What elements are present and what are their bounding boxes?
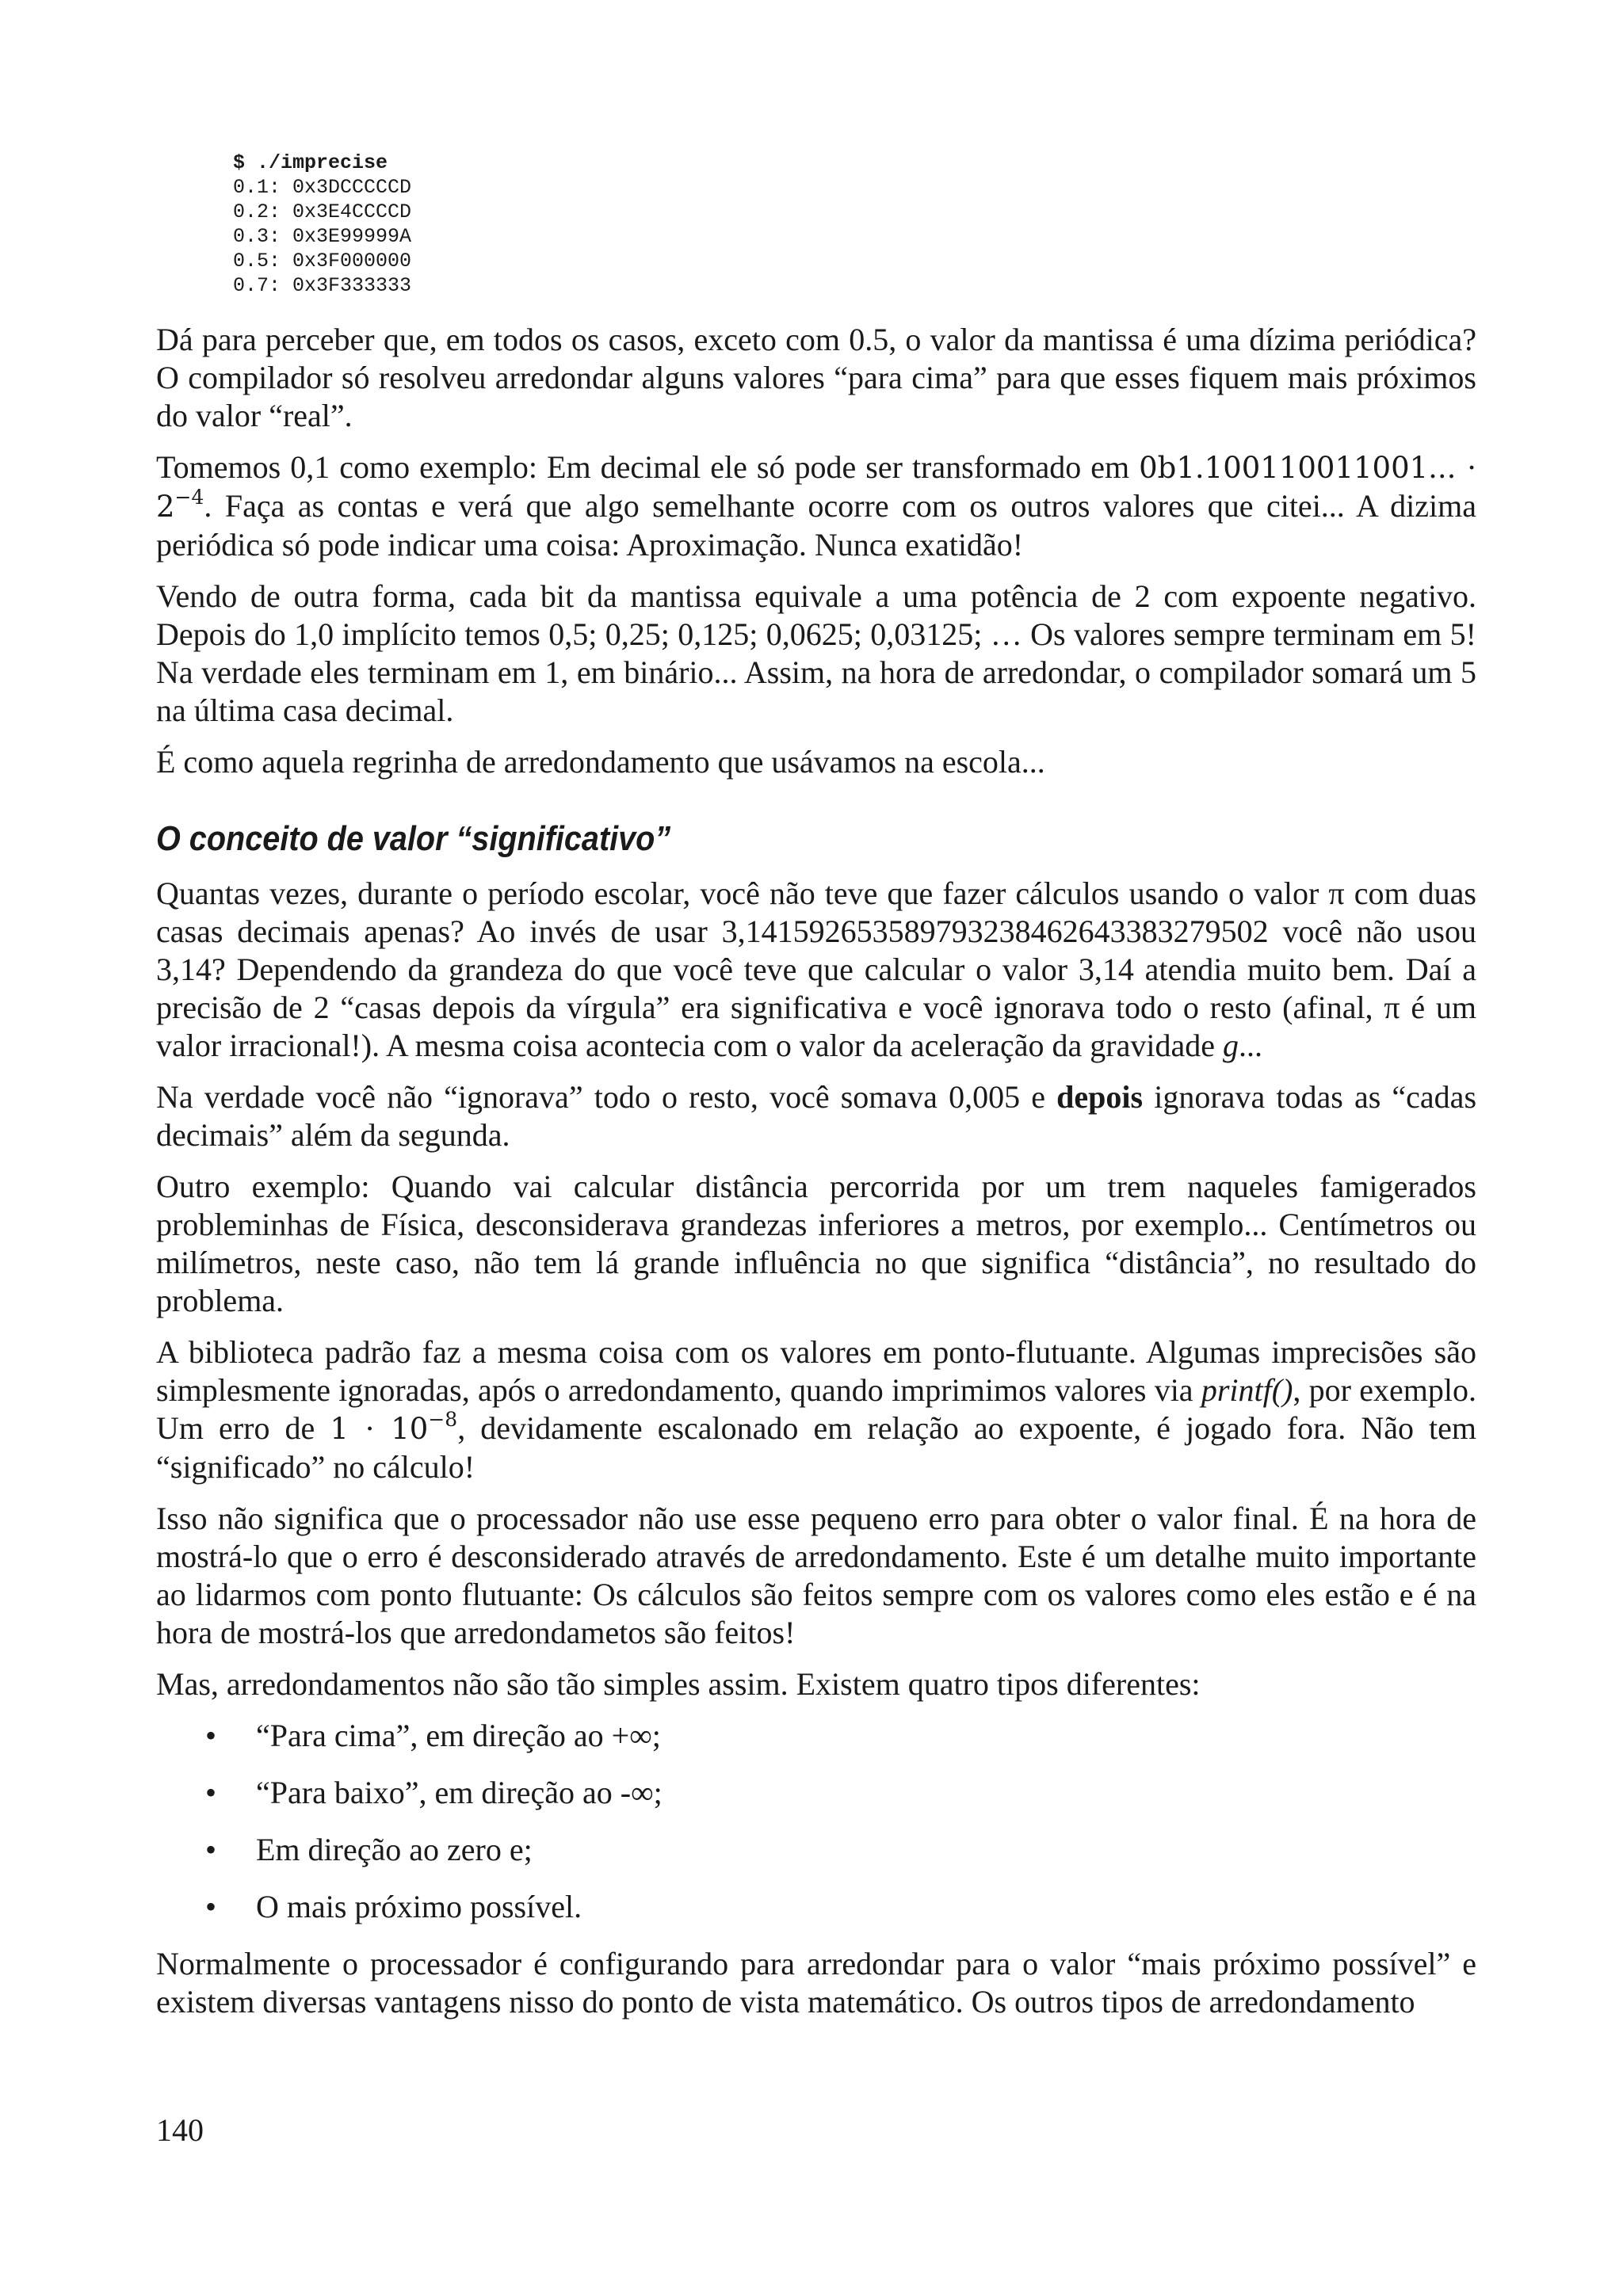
italic-variable: g	[1223, 1028, 1239, 1063]
math-base: 1 · 10	[330, 1412, 429, 1446]
paragraph-negative-powers: Vendo de outra forma, cada bit da mantissa equivale a uma potência de 2 com expoente negativo. Depois do 1,0 implícito temos 0,5; 0,25; 0,125; 0,0625; 0,03125; … Os valores sempre terminam em 5! Na verdade eles terminam em 1, em binário... Assim, na hora de arredondar, o compilador somará um 5 na última casa decimal.	[156, 578, 1476, 728]
paragraph-school-rule: É como aquela regrinha de arredondamento que usávamos na escola...	[156, 744, 1045, 780]
text-segment: Na verdade você não “ignorava” todo o resto, você somava 0,005 e	[156, 1079, 1057, 1115]
paragraph-nearest-rounding: Normalmente o processador é configurando para arredondar para o valor “mais próximo possível” e existem diversas vantagens nisso do ponto de vista matemático. Os outros tipos de arredondamento	[156, 1946, 1476, 2019]
paragraph-pi-example	[156, 875, 1476, 1065]
bold-word: depois	[1056, 1079, 1144, 1115]
code-output-line: 0.5: 0x3F000000	[233, 250, 412, 273]
paragraph-processor-error: Isso não significa que o processador não use esse pequeno erro para obter o valor final. É na hora de mostrá-lo que o erro é desconsiderado através de arredondamento. Este é um detalhe muito importante ao lidarmos com ponto flutuante: Os cálculos são feitos sempre com os valores como eles estão e é na hora de mostrá-los que arredondametos são feitos!	[156, 1501, 1476, 1650]
code-block	[233, 151, 411, 298]
list-item	[156, 1717, 1476, 1755]
text-segment: . Faça as contas e verá que algo semelhante ocorre com os outros valores que citei... A dizima periódica só pode indicar uma coisa: Aproximação. Nunca exatidão!	[156, 488, 1476, 563]
math-exponent: −8	[428, 1408, 458, 1431]
list-item-text: “Para baixo”, em direção ao -∞;	[256, 1775, 663, 1810]
text-segment: Quantas vezes, durante o período escolar, você não teve que fazer cálculos usando o valor π com duas casas decimais apenas? Ao invés de usar 3,1415926535897932384626433832795​02 você não usou 3,14? Dependendo da grandeza do que você teve que calcular o valor 3,14 atendia muito bem. Daí a precisão de 2 “casas depois da vírgula” era significativa e você ignorava todo o resto (afinal, π é um valor irracional!). A mesma coisa acontecia com o valor da aceleração da gravidade	[156, 875, 1476, 1063]
text-segment: , por exemplo. Um erro de	[156, 1372, 1476, 1446]
text-segment: ...	[1239, 1028, 1262, 1063]
paragraph-physics-example: Outro exemplo: Quando vai calcular distância percorrida por um trem naqueles famigerados probleminhas de Física, desconsiderava grandezas inferiores a metros, por exemplo... Centímetros ou milímetros, neste caso, não tem lá grande influência no que significa “distância”, no resultado do problema.	[156, 1169, 1476, 1318]
code-output-line: 0.3: 0x3E99999A	[233, 225, 412, 248]
paragraph-mantissa-periodic: Dá para perceber que, em todos os casos, exceto com 0.5, o valor da mantissa é uma dízima periódica? O compilador só resolveu arredondar alguns valores “para cima” para que esses fiquem mais próximos do valor “real”.	[156, 322, 1476, 433]
code-output-line: 0.7: 0x3F333333	[233, 274, 412, 297]
paragraph-standard-library	[156, 1333, 1476, 1486]
rounding-types-list	[156, 1717, 1476, 1926]
list-item-text: Em direção ao zero e;	[256, 1832, 533, 1867]
list-item	[156, 1774, 1476, 1812]
bullet-icon: •	[205, 1718, 217, 1753]
math-base: 0b1.100110011001... · 2	[156, 451, 1476, 524]
italic-function-name: printf()	[1201, 1372, 1293, 1408]
section-heading: O conceito de valor “significativo”	[156, 819, 671, 858]
math-error-expression	[330, 1408, 458, 1446]
code-output-line: 0.1: 0x3DCCCCCD	[233, 176, 412, 199]
paragraph-example-binary	[156, 448, 1476, 564]
text-segment: A biblioteca padrão faz a mesma coisa com os valores em ponto-flutuante. Algumas imprecisões são simplesmente ignoradas, após o arredondamento, quando imprimimos valores via	[156, 1334, 1476, 1408]
page-number: 140	[156, 2112, 204, 2148]
text-segment: Tomemos 0,1 como exemplo: Em decimal ele só pode ser transformado em	[156, 449, 1130, 485]
bullet-icon: •	[205, 1832, 217, 1867]
list-item	[156, 1831, 1476, 1869]
text-segment: , devidamente escalonado em relação ao expoente, é jogado fora. Não tem “significado” no cálculo!	[156, 1410, 1476, 1485]
math-exponent: −4	[174, 486, 204, 509]
list-item-text: “Para cima”, em direção ao +∞;	[256, 1718, 661, 1753]
bullet-icon: •	[205, 1889, 217, 1924]
paragraph-ignore-rest	[156, 1078, 1476, 1154]
list-item	[156, 1888, 1476, 1926]
list-item-text: O mais próximo possível.	[256, 1889, 582, 1924]
code-command: $ ./imprecise	[233, 151, 388, 174]
paragraph-rounding-intro: Mas, arredondamentos não são tão simples assim. Existem quatro tipos diferentes:	[156, 1666, 1201, 1702]
text-segment: ignorava todas as “cadas decimais” além da segunda.	[156, 1079, 1477, 1153]
bullet-icon: •	[205, 1775, 217, 1810]
body-text	[156, 321, 1476, 2035]
code-output-line: 0.2: 0x3E4CCCCD	[233, 200, 412, 223]
